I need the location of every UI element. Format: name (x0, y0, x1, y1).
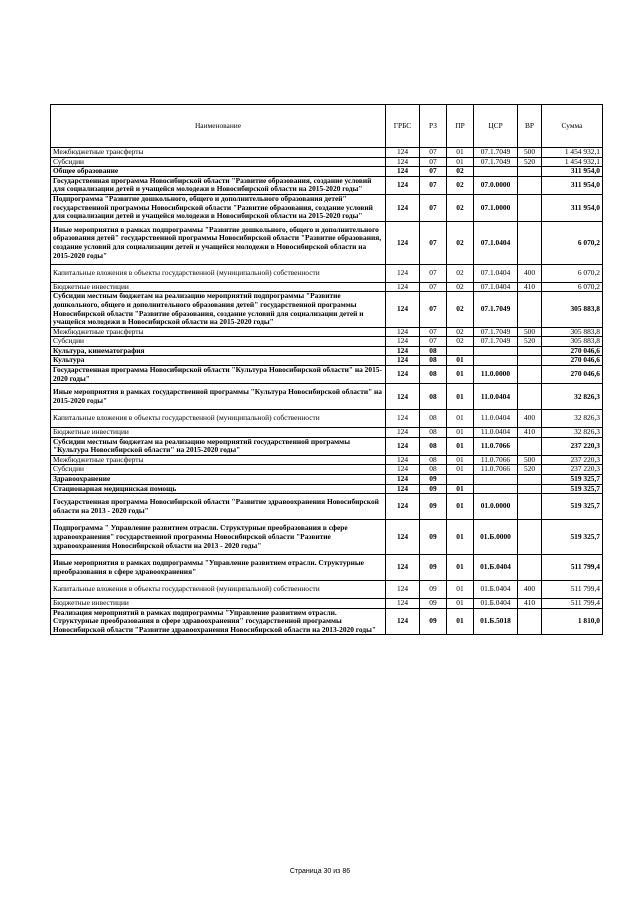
cell-name: Капитальные вложения в объекты государственной (муниципальной) собственности (51, 581, 386, 599)
cell-rz: 09 (420, 475, 447, 485)
cell-csr: 07.1.0000 (474, 194, 518, 221)
cell-pr: 02 (447, 194, 474, 221)
cell-pr: 01 (447, 157, 474, 167)
cell-rz: 08 (420, 366, 447, 384)
cell-sum: 6 070,2 (542, 221, 603, 264)
cell-sum: 311 954,0 (542, 176, 603, 194)
cell-sum: 6 070,2 (542, 282, 603, 292)
cell-sum: 305 883,8 (542, 292, 603, 327)
cell-csr: 07.1.7049 (474, 292, 518, 327)
cell-sum: 270 046,6 (542, 356, 603, 366)
cell-csr: 11.0.0404 (474, 428, 518, 438)
cell-pr: 01 (447, 384, 474, 410)
cell-csr (474, 484, 518, 494)
cell-name: Капитальные вложения в объекты государственной (муниципальной) собственности (51, 265, 386, 283)
cell-name: Государственная программа Новосибирской области "Развитие образования, создание условий для социализации детей и учащейся молодежи в Новосибирской области на 2015-2020 годы" (51, 176, 386, 194)
cell-name: Общее образование (51, 167, 386, 177)
cell-vr: 410 (518, 428, 542, 438)
header-sum: Сумма (542, 105, 603, 148)
cell-rz: 08 (420, 346, 447, 356)
table-row (51, 410, 603, 428)
cell-sum: 511 799,4 (542, 598, 603, 608)
cell-pr: 02 (447, 337, 474, 347)
cell-sum: 270 046,6 (542, 346, 603, 356)
cell-name: Субсидии (51, 337, 386, 347)
cell-rz: 09 (420, 608, 447, 635)
cell-grbs: 124 (386, 520, 420, 555)
cell-name: Иные мероприятия в рамках подпрограммы "Управление развитием отрасли. Структурные преобразования в сфере здравоохранения" (51, 555, 386, 581)
cell-rz: 07 (420, 337, 447, 347)
cell-name: Здравоохранение (51, 475, 386, 485)
table-row (51, 292, 603, 327)
table-row (51, 555, 603, 581)
cell-grbs: 124 (386, 167, 420, 177)
header-vr: ВР (518, 105, 542, 148)
cell-pr: 01 (447, 494, 474, 520)
cell-sum: 511 799,4 (542, 555, 603, 581)
cell-csr (474, 167, 518, 177)
table-row (51, 384, 603, 410)
cell-name: Подпрограмма " Управление развитием отрасли. Структурные преобразования в сфере здравоохранения" государственной программы Новосибирской области "Развитие здравоохранения Новосибирской области на 2013 - 2020 годы" (51, 520, 386, 555)
cell-name: Капитальные вложения в объекты государственной (муниципальной) собственности (51, 410, 386, 428)
cell-rz: 08 (420, 410, 447, 428)
cell-grbs: 124 (386, 282, 420, 292)
cell-grbs: 124 (386, 465, 420, 475)
cell-vr (518, 437, 542, 455)
cell-grbs: 124 (386, 157, 420, 167)
cell-csr: 01.Б.0404 (474, 598, 518, 608)
cell-name: Государственная программа Новосибирской области "Развитие здравоохранения Новосибирской области на 2013 - 2020 годы" (51, 494, 386, 520)
cell-vr (518, 366, 542, 384)
cell-vr (518, 356, 542, 366)
table-row (51, 581, 603, 599)
cell-csr: 01.Б.5018 (474, 608, 518, 635)
cell-rz: 07 (420, 167, 447, 177)
table-row (51, 176, 603, 194)
cell-vr (518, 194, 542, 221)
cell-vr (518, 475, 542, 485)
cell-sum: 237 220,3 (542, 465, 603, 475)
cell-csr: 07.1.0404 (474, 265, 518, 283)
cell-rz: 07 (420, 265, 447, 283)
cell-grbs: 124 (386, 337, 420, 347)
cell-pr: 02 (447, 265, 474, 283)
cell-sum: 1 454 932,1 (542, 157, 603, 167)
cell-name: Бюджетные инвестиции (51, 282, 386, 292)
cell-rz: 09 (420, 555, 447, 581)
cell-vr (518, 484, 542, 494)
cell-pr: 02 (447, 292, 474, 327)
cell-vr (518, 384, 542, 410)
cell-pr: 01 (447, 455, 474, 465)
cell-pr: 01 (447, 428, 474, 438)
cell-sum: 519 325,7 (542, 484, 603, 494)
cell-vr (518, 346, 542, 356)
cell-rz: 07 (420, 292, 447, 327)
cell-csr: 01.Б.0404 (474, 555, 518, 581)
table-row (51, 265, 603, 283)
cell-name: Межбюджетные трансферты (51, 455, 386, 465)
cell-name: Государственная программа Новосибирской области "Культура Новосибирской области" на 2015-2020 годы" (51, 366, 386, 384)
table-row (51, 157, 603, 167)
cell-sum: 305 883,8 (542, 327, 603, 337)
cell-grbs: 124 (386, 194, 420, 221)
cell-pr: 01 (447, 608, 474, 635)
table-row (51, 520, 603, 555)
cell-csr: 07.1.7049 (474, 327, 518, 337)
cell-sum: 311 954,0 (542, 194, 603, 221)
cell-vr: 400 (518, 410, 542, 428)
cell-pr: 01 (447, 148, 474, 158)
cell-rz: 07 (420, 176, 447, 194)
cell-sum: 32 826,3 (542, 410, 603, 428)
cell-name: Межбюджетные трансферты (51, 327, 386, 337)
cell-name: Межбюджетные трансферты (51, 148, 386, 158)
budget-table (50, 104, 603, 635)
cell-grbs: 124 (386, 598, 420, 608)
cell-csr: 07.1.7049 (474, 148, 518, 158)
cell-rz: 08 (420, 465, 447, 475)
cell-rz: 08 (420, 428, 447, 438)
header-csr: ЦСР (474, 105, 518, 148)
cell-grbs: 124 (386, 437, 420, 455)
cell-name: Стационарная медицинская помощь (51, 484, 386, 494)
cell-sum: 6 070,2 (542, 265, 603, 283)
cell-sum: 311 954,0 (542, 167, 603, 177)
cell-vr: 410 (518, 282, 542, 292)
cell-sum: 1 810,0 (542, 608, 603, 635)
cell-grbs: 124 (386, 428, 420, 438)
cell-name: Субсидии местным бюджетам на реализацию мероприятий государственной программы "Культура Новосибирской области" на 2015-2020 годы" (51, 437, 386, 455)
cell-grbs: 124 (386, 346, 420, 356)
cell-vr: 500 (518, 455, 542, 465)
cell-csr: 01.Б.0000 (474, 520, 518, 555)
cell-grbs: 124 (386, 356, 420, 366)
cell-pr: 01 (447, 484, 474, 494)
cell-sum: 519 325,7 (542, 475, 603, 485)
cell-sum: 237 220,3 (542, 455, 603, 465)
cell-rz: 07 (420, 157, 447, 167)
cell-pr: 01 (447, 520, 474, 555)
table-row (51, 608, 603, 635)
cell-sum: 32 826,3 (542, 428, 603, 438)
cell-name: Субсидии местным бюджетам на реализацию мероприятий подпрограммы "Развитие дошкольного, общего и дополнительного образования детей" государственной программы Новосибирской области "Развитие образования, создание условий для социализации детей и учащейся молодежи в Новосибирской области на 2015-2020 годы" (51, 292, 386, 327)
cell-grbs: 124 (386, 292, 420, 327)
cell-name: Культура, кинематография (51, 346, 386, 356)
cell-grbs: 124 (386, 265, 420, 283)
cell-rz: 07 (420, 148, 447, 158)
table-row (51, 428, 603, 438)
cell-csr: 11.0.0000 (474, 366, 518, 384)
cell-grbs: 124 (386, 484, 420, 494)
cell-grbs: 124 (386, 148, 420, 158)
cell-csr (474, 475, 518, 485)
cell-grbs: 124 (386, 555, 420, 581)
cell-pr: 01 (447, 437, 474, 455)
cell-name: Подпрограмма "Развитие дошкольного, общего и дополнительного образования детей" государственной программы Новосибирской области "Развитие образования, создание условий для социализации детей и учащейся молодежи в Новосибирской области на 2015-2020 годы" (51, 194, 386, 221)
cell-rz: 08 (420, 455, 447, 465)
cell-name: Иные мероприятия в рамках государственной программы "Культура Новосибирской области" на 2015-2020 годы" (51, 384, 386, 410)
cell-vr: 520 (518, 157, 542, 167)
cell-grbs: 124 (386, 327, 420, 337)
cell-pr: 01 (447, 366, 474, 384)
header-grbs: ГРБС (386, 105, 420, 148)
table-row (51, 465, 603, 475)
cell-grbs: 124 (386, 410, 420, 428)
cell-grbs: 124 (386, 176, 420, 194)
cell-grbs: 124 (386, 384, 420, 410)
cell-csr: 11.0.7066 (474, 465, 518, 475)
cell-csr: 07.1.7049 (474, 337, 518, 347)
cell-pr: 02 (447, 282, 474, 292)
cell-sum: 1 454 932,1 (542, 148, 603, 158)
cell-csr: 07.1.0404 (474, 282, 518, 292)
cell-pr: 02 (447, 167, 474, 177)
cell-csr: 01.0.0000 (474, 494, 518, 520)
table-row (51, 337, 603, 347)
cell-pr (447, 475, 474, 485)
cell-vr (518, 176, 542, 194)
table-row (51, 346, 603, 356)
cell-pr: 01 (447, 465, 474, 475)
cell-pr: 02 (447, 327, 474, 337)
cell-sum: 511 799,4 (542, 581, 603, 599)
cell-name: Бюджетные инвестиции (51, 598, 386, 608)
cell-rz: 09 (420, 520, 447, 555)
cell-rz: 09 (420, 484, 447, 494)
cell-grbs: 124 (386, 475, 420, 485)
cell-sum: 519 325,7 (542, 494, 603, 520)
cell-grbs: 124 (386, 494, 420, 520)
table-header-row (51, 105, 603, 148)
cell-rz: 08 (420, 384, 447, 410)
cell-vr (518, 494, 542, 520)
cell-grbs: 124 (386, 581, 420, 599)
cell-vr: 400 (518, 265, 542, 283)
cell-pr: 02 (447, 221, 474, 264)
cell-sum: 305 883,8 (542, 337, 603, 347)
table-row (51, 148, 603, 158)
cell-vr (518, 520, 542, 555)
cell-vr: 520 (518, 337, 542, 347)
table-row (51, 366, 603, 384)
cell-csr (474, 346, 518, 356)
cell-rz: 07 (420, 221, 447, 264)
header-pr: ПР (447, 105, 474, 148)
cell-sum: 519 325,7 (542, 520, 603, 555)
table-row (51, 327, 603, 337)
header-name: Наименование (51, 105, 386, 148)
table-row (51, 475, 603, 485)
cell-csr (474, 356, 518, 366)
cell-grbs: 124 (386, 608, 420, 635)
cell-rz: 09 (420, 581, 447, 599)
table-row (51, 484, 603, 494)
header-rz: РЗ (420, 105, 447, 148)
cell-pr: 01 (447, 598, 474, 608)
cell-csr: 11.0.0404 (474, 410, 518, 428)
cell-csr: 07.1.7049 (474, 157, 518, 167)
cell-csr: 11.0.7066 (474, 455, 518, 465)
cell-vr: 400 (518, 581, 542, 599)
cell-grbs: 124 (386, 366, 420, 384)
cell-name: Реализация мероприятий в рамках подпрограммы "Управление развитием отрасли. Структурные преобразования в сфере здравоохранения" государственной программы Новосибирской области "Развитие здравоохранения Новосибирской области на 2013-2020 годы" (51, 608, 386, 635)
cell-grbs: 124 (386, 455, 420, 465)
table-row (51, 221, 603, 264)
cell-sum: 270 046,6 (542, 366, 603, 384)
cell-vr (518, 555, 542, 581)
cell-vr: 500 (518, 148, 542, 158)
table-row (51, 455, 603, 465)
cell-grbs: 124 (386, 221, 420, 264)
table-body (51, 148, 603, 635)
cell-vr: 520 (518, 465, 542, 475)
cell-pr: 01 (447, 410, 474, 428)
cell-rz: 08 (420, 437, 447, 455)
cell-pr: 01 (447, 555, 474, 581)
cell-name: Иные мероприятия в рамках подпрограммы "Развитие дошкольного, общего и дополнительного образования детей" государственной программы Новосибирской области "Развитие образования, создание условий для социализации детей и учащейся молодежи в Новосибирской области на 2015-2020 годы" (51, 221, 386, 264)
cell-csr: 07.1.0404 (474, 221, 518, 264)
cell-name: Субсидии (51, 157, 386, 167)
cell-vr: 500 (518, 327, 542, 337)
table-row (51, 437, 603, 455)
cell-vr: 410 (518, 598, 542, 608)
table-row (51, 194, 603, 221)
cell-name: Бюджетные инвестиции (51, 428, 386, 438)
cell-csr: 07.0.0000 (474, 176, 518, 194)
cell-vr (518, 167, 542, 177)
cell-vr (518, 221, 542, 264)
cell-csr: 11.0.0404 (474, 384, 518, 410)
cell-sum: 237 220,3 (542, 437, 603, 455)
cell-csr: 01.Б.0404 (474, 581, 518, 599)
table-row (51, 598, 603, 608)
cell-rz: 09 (420, 494, 447, 520)
cell-rz: 08 (420, 356, 447, 366)
cell-vr (518, 608, 542, 635)
cell-pr: 02 (447, 176, 474, 194)
cell-rz: 07 (420, 327, 447, 337)
cell-name: Субсидии (51, 465, 386, 475)
page-footer: Страница 30 из 86 (289, 868, 351, 875)
cell-csr: 11.0.7066 (474, 437, 518, 455)
cell-pr: 01 (447, 581, 474, 599)
table-row (51, 494, 603, 520)
cell-rz: 07 (420, 282, 447, 292)
cell-vr (518, 292, 542, 327)
cell-sum: 32 826,3 (542, 384, 603, 410)
cell-pr: 01 (447, 356, 474, 366)
cell-name: Культура (51, 356, 386, 366)
cell-rz: 09 (420, 598, 447, 608)
table-row (51, 167, 603, 177)
cell-rz: 07 (420, 194, 447, 221)
